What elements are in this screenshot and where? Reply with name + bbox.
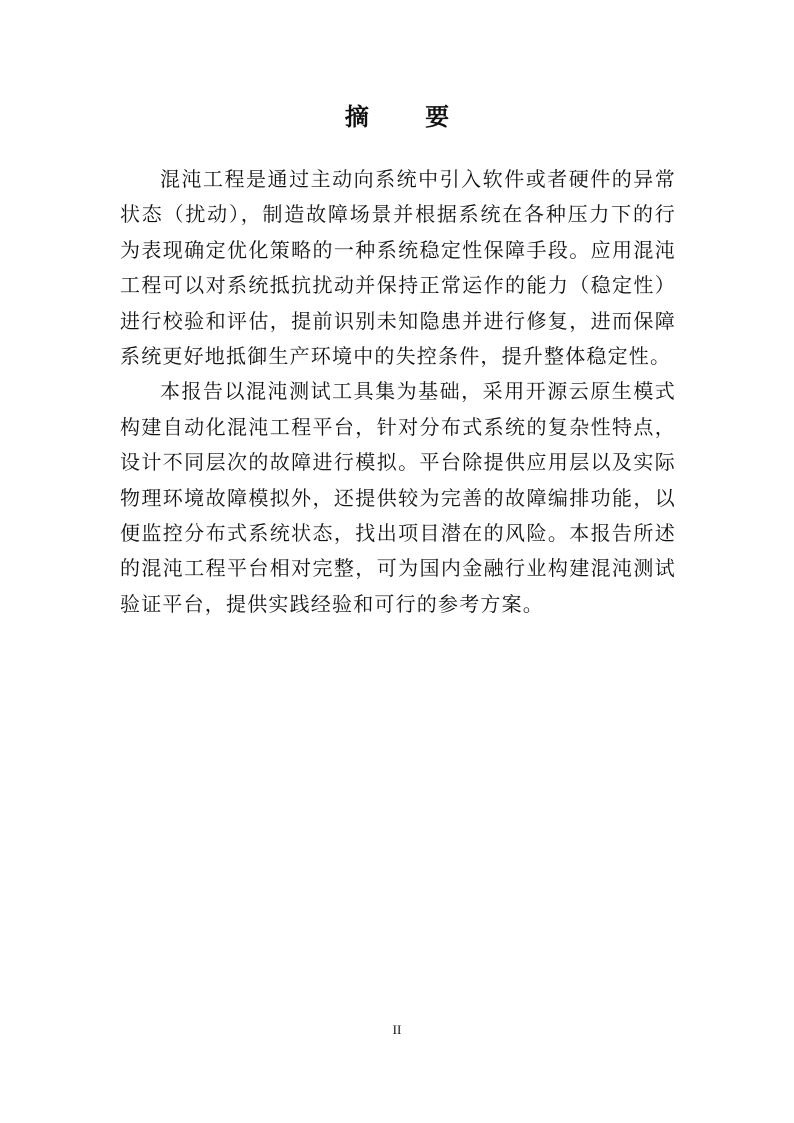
paragraph-1: 混沌工程是通过主动向系统中引入软件或者硬件的异常状态（扰动），制造故障场景并根据系统在各种压力下的行为表现确定优化策略的一种系统稳定性保障手段。应用混沌工程可以对系统抵抗扰动并保持正常运作的能力（稳定性）进行校验和评估，提前识别未知隐患并进行修复，进而保障系统更好地抵御生产环境中的失控条件，提升整体稳定性。 bbox=[120, 167, 676, 369]
abstract-body bbox=[120, 162, 676, 622]
page-title: 摘 要 bbox=[344, 103, 474, 131]
page-number: II bbox=[392, 1022, 402, 1037]
paragraph-2: 本报告以混沌测试工具集为基础，采用开源云原生模式构建自动化混沌工程平台，针对分布式系统的复杂性特点，设计不同层次的故障进行模拟。平台除提供应用层以及实际物理环境故障模拟外，还提供较为完善的故障编排功能，以便监控分布式系统状态，找出项目潜在的风险。本报告所述的混沌工程平台相对完整，可为国内金融行业构建混沌测试验证平台，提供实践经验和可行的参考方案。 bbox=[120, 379, 676, 616]
